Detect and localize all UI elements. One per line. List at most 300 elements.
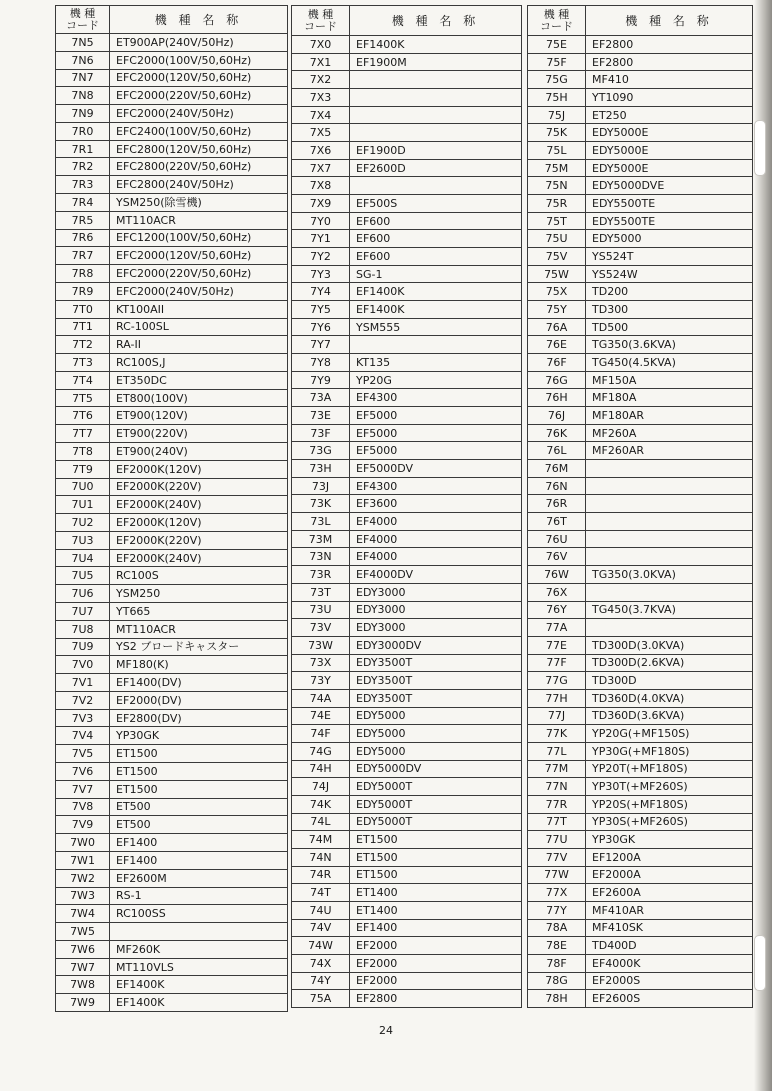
model-code-cell: 7N9 — [56, 105, 110, 123]
table-row — [292, 672, 522, 690]
model-code-cell: 7Y2 — [292, 248, 350, 266]
model-name-cell: MF180(K) — [110, 656, 288, 674]
table-row — [292, 477, 522, 495]
table-row — [292, 795, 522, 813]
model-code-cell: 78G — [528, 972, 586, 990]
table-row — [292, 513, 522, 531]
model-name-cell: EF4300 — [350, 477, 522, 495]
model-name-cell: YP30G(+MF180S) — [586, 742, 753, 760]
model-code-cell: 74J — [292, 778, 350, 796]
table-row — [56, 105, 288, 123]
model-name-cell: EF1400K — [110, 994, 288, 1012]
model-code-cell: 7T1 — [56, 318, 110, 336]
model-code-cell: 7U6 — [56, 585, 110, 603]
table-row — [292, 954, 522, 972]
table-row — [56, 194, 288, 212]
table-row — [528, 778, 753, 796]
model-name-cell: MF180A — [586, 389, 753, 407]
table-row — [292, 583, 522, 601]
model-code-cell: 77V — [528, 848, 586, 866]
table-row — [528, 354, 753, 372]
model-code-cell: 7X7 — [292, 159, 350, 177]
model-code-cell: 76V — [528, 548, 586, 566]
table-row — [292, 230, 522, 248]
model-name-cell: EF1400K — [110, 976, 288, 994]
model-code-cell: 7Y4 — [292, 283, 350, 301]
table-row — [56, 727, 288, 745]
model-code-cell: 74A — [292, 689, 350, 707]
model-code-cell: 75L — [528, 142, 586, 160]
model-name-cell: EFC2000(240V/50Hz) — [110, 282, 288, 300]
table-row — [528, 142, 753, 160]
table-row — [56, 567, 288, 585]
model-name-cell: EDY3500T — [350, 689, 522, 707]
model-table-column-1 — [55, 5, 287, 1012]
model-name-cell: TD400D — [586, 937, 753, 955]
table-row — [56, 34, 288, 52]
model-name-cell: ET500 — [110, 816, 288, 834]
model-code-cell: 7W6 — [56, 940, 110, 958]
model-code-cell: 75T — [528, 212, 586, 230]
model-name-cell: ET1500 — [350, 831, 522, 849]
model-code-cell: 77E — [528, 636, 586, 654]
model-name-cell: EDY5500TE — [586, 212, 753, 230]
table-row — [292, 530, 522, 548]
table-row — [56, 354, 288, 372]
model-name-cell: EF4000 — [350, 530, 522, 548]
table-row — [528, 265, 753, 283]
model-name-cell: EF5000 — [350, 424, 522, 442]
model-code-cell: 7R7 — [56, 247, 110, 265]
table-row — [292, 990, 522, 1008]
model-name-cell: TG350(3.6KVA) — [586, 336, 753, 354]
model-name-header: 機 種 名 称 — [110, 6, 288, 34]
model-name-cell: EF2800 — [350, 990, 522, 1008]
model-table — [527, 5, 753, 1008]
table-row — [528, 53, 753, 71]
model-code-cell: 77A — [528, 619, 586, 637]
model-name-cell: EDY5000 — [350, 707, 522, 725]
table-row — [292, 442, 522, 460]
table-row — [56, 887, 288, 905]
model-name-cell: EFC2000(240V/50Hz) — [110, 105, 288, 123]
table-row — [528, 795, 753, 813]
header-row — [292, 6, 522, 36]
table-row — [56, 549, 288, 567]
table-row — [56, 674, 288, 692]
model-code-cell: 7X9 — [292, 195, 350, 213]
model-code-cell: 7N8 — [56, 87, 110, 105]
model-name-cell: EF1200A — [586, 848, 753, 866]
model-code-cell: 75J — [528, 106, 586, 124]
table-row — [292, 548, 522, 566]
table-row — [56, 460, 288, 478]
table-row — [292, 972, 522, 990]
model-name-cell: EF600 — [350, 212, 522, 230]
model-code-cell: 7X5 — [292, 124, 350, 142]
table-row — [528, 760, 753, 778]
header-row — [56, 6, 288, 34]
model-name-cell: RC100SS — [110, 905, 288, 923]
model-code-cell: 77M — [528, 760, 586, 778]
model-code-cell: 7X3 — [292, 89, 350, 107]
model-name-cell: EF2600A — [586, 884, 753, 902]
model-code-cell: 75R — [528, 195, 586, 213]
model-code-cell: 7U5 — [56, 567, 110, 585]
model-code-cell: 76Y — [528, 601, 586, 619]
model-code-cell: 7Y3 — [292, 265, 350, 283]
table-row — [56, 585, 288, 603]
table-row — [528, 990, 753, 1008]
model-name-cell: EDY3500T — [350, 654, 522, 672]
model-name-cell: EDY5000E — [586, 124, 753, 142]
model-code-cell: 7R2 — [56, 158, 110, 176]
model-name-cell: EF5000 — [350, 442, 522, 460]
model-code-cell: 7W2 — [56, 869, 110, 887]
table-row — [56, 51, 288, 69]
table-row — [292, 142, 522, 160]
table-row — [56, 318, 288, 336]
model-name-cell: RS-1 — [110, 887, 288, 905]
table-row — [56, 656, 288, 674]
model-name-cell: ET250 — [586, 106, 753, 124]
model-name-cell: EDY5000 — [586, 230, 753, 248]
model-code-cell: 7V9 — [56, 816, 110, 834]
model-name-cell: EF4000K — [586, 954, 753, 972]
model-name-cell — [586, 513, 753, 531]
model-code-cell: 73J — [292, 477, 350, 495]
model-name-cell: YP30S(+MF260S) — [586, 813, 753, 831]
model-name-cell: EFC2800(220V/50,60Hz) — [110, 158, 288, 176]
table-row — [528, 336, 753, 354]
model-name-cell: YS2 ブロードキャスター — [110, 638, 288, 656]
model-code-cell: 76R — [528, 495, 586, 513]
model-code-cell: 7W1 — [56, 851, 110, 869]
model-code-cell: 7T7 — [56, 425, 110, 443]
model-code-cell: 76L — [528, 442, 586, 460]
model-code-header — [528, 6, 586, 36]
table-row — [528, 477, 753, 495]
model-name-cell: EDY5000DVE — [586, 177, 753, 195]
model-code-cell: 7W7 — [56, 958, 110, 976]
model-name-cell: RC-100SL — [110, 318, 288, 336]
model-table-column-3 — [527, 5, 752, 1008]
model-name-cell: EF3600 — [350, 495, 522, 513]
model-name-cell: EDY5000T — [350, 813, 522, 831]
model-code-cell: 76X — [528, 583, 586, 601]
model-code-cell: 7V6 — [56, 763, 110, 781]
model-code-cell: 7Y9 — [292, 371, 350, 389]
table-row — [292, 742, 522, 760]
model-name-cell: RA-II — [110, 336, 288, 354]
table-row — [56, 745, 288, 763]
model-name-cell: EDY5500TE — [586, 195, 753, 213]
table-row — [292, 919, 522, 937]
table-row — [528, 742, 753, 760]
model-name-cell: YT1090 — [586, 89, 753, 107]
table-row — [528, 972, 753, 990]
model-name-cell: EF2000 — [350, 937, 522, 955]
model-name-cell: YSM250 — [110, 585, 288, 603]
model-code-cell: 75H — [528, 89, 586, 107]
model-name-cell: ET900(220V) — [110, 425, 288, 443]
table-row — [292, 636, 522, 654]
model-name-cell: ET1400 — [350, 901, 522, 919]
model-code-cell: 7Y1 — [292, 230, 350, 248]
model-code-cell: 78A — [528, 919, 586, 937]
model-code-cell: 7Y7 — [292, 336, 350, 354]
model-code-cell: 74R — [292, 866, 350, 884]
model-code-cell: 7W0 — [56, 834, 110, 852]
model-code-cell: 77G — [528, 672, 586, 690]
header-row — [528, 6, 753, 36]
table-row — [56, 69, 288, 87]
model-name-cell — [586, 548, 753, 566]
table-row — [292, 371, 522, 389]
table-row — [528, 195, 753, 213]
table-row — [292, 619, 522, 637]
table-row — [56, 478, 288, 496]
model-table — [291, 5, 522, 1008]
model-name-cell: EDY3000DV — [350, 636, 522, 654]
model-name-cell — [110, 923, 288, 941]
table-row — [528, 177, 753, 195]
model-code-header-line2: コード — [66, 18, 99, 32]
table-row — [528, 566, 753, 584]
table-row — [528, 548, 753, 566]
model-name-header: 機 種 名 称 — [350, 6, 522, 36]
table-row — [56, 389, 288, 407]
model-code-cell: 75F — [528, 53, 586, 71]
model-code-cell: 7R6 — [56, 229, 110, 247]
model-code-cell: 74L — [292, 813, 350, 831]
table-row — [528, 707, 753, 725]
table-row — [528, 901, 753, 919]
model-name-cell: EF1900D — [350, 142, 522, 160]
table-row — [292, 901, 522, 919]
model-code-cell: 7R3 — [56, 176, 110, 194]
model-table-column-2 — [291, 5, 521, 1008]
model-code-cell: 76T — [528, 513, 586, 531]
table-row — [528, 212, 753, 230]
table-row — [292, 725, 522, 743]
table-row — [56, 869, 288, 887]
table-row — [56, 176, 288, 194]
model-name-cell: EF4000 — [350, 513, 522, 531]
model-code-cell: 7W3 — [56, 887, 110, 905]
table-row — [292, 265, 522, 283]
model-name-cell: YS524W — [586, 265, 753, 283]
model-code-cell: 7Y5 — [292, 301, 350, 319]
table-row — [56, 798, 288, 816]
table-row — [292, 318, 522, 336]
model-name-cell: TD500 — [586, 318, 753, 336]
model-name-cell: EFC2800(120V/50,60Hz) — [110, 140, 288, 158]
model-name-cell: YP30T(+MF260S) — [586, 778, 753, 796]
table-row — [292, 601, 522, 619]
binding-edge — [754, 0, 772, 1091]
model-code-cell: 7R4 — [56, 194, 110, 212]
model-code-header — [292, 6, 350, 36]
model-code-cell: 7T3 — [56, 354, 110, 372]
model-name-cell: ET1500 — [350, 866, 522, 884]
model-code-cell: 7X8 — [292, 177, 350, 195]
model-code-cell: 77X — [528, 884, 586, 902]
page-number: 24 — [379, 1024, 393, 1037]
model-name-cell: MF410AR — [586, 901, 753, 919]
model-name-cell — [350, 71, 522, 89]
model-code-cell: 7R1 — [56, 140, 110, 158]
model-name-cell: MF410 — [586, 71, 753, 89]
table-row — [292, 354, 522, 372]
model-name-cell: ET900(120V) — [110, 407, 288, 425]
model-name-cell: MF260K — [110, 940, 288, 958]
table-row — [528, 301, 753, 319]
model-name-cell: RC100S,J — [110, 354, 288, 372]
table-row — [56, 158, 288, 176]
table-row — [292, 813, 522, 831]
table-row — [292, 884, 522, 902]
model-name-cell: EF2000K(240V) — [110, 496, 288, 514]
table-row — [528, 230, 753, 248]
model-code-cell: 77Y — [528, 901, 586, 919]
model-code-cell: 74V — [292, 919, 350, 937]
model-name-cell: TG450(3.7KVA) — [586, 601, 753, 619]
model-code-cell: 7U9 — [56, 638, 110, 656]
table-row — [292, 195, 522, 213]
model-name-cell: MF260A — [586, 424, 753, 442]
model-name-cell: TG350(3.0KVA) — [586, 566, 753, 584]
table-row — [528, 919, 753, 937]
model-code-cell: 77W — [528, 866, 586, 884]
model-name-cell: ET1500 — [110, 763, 288, 781]
table-row — [528, 89, 753, 107]
table-row — [292, 89, 522, 107]
model-name-cell: EF1400 — [110, 834, 288, 852]
table-row — [528, 636, 753, 654]
model-code-cell: 7Y0 — [292, 212, 350, 230]
model-name-cell: EDY5000 — [350, 742, 522, 760]
table-row — [56, 994, 288, 1012]
model-name-cell: EF2800(DV) — [110, 709, 288, 727]
table-row — [56, 905, 288, 923]
model-name-cell: ET1500 — [110, 745, 288, 763]
model-code-cell: 77U — [528, 831, 586, 849]
model-name-cell: EF2600M — [110, 869, 288, 887]
model-code-cell: 7W5 — [56, 923, 110, 941]
model-code-cell: 7V3 — [56, 709, 110, 727]
model-name-cell: EDY5000 — [350, 725, 522, 743]
model-name-cell: TD360D(3.6KVA) — [586, 707, 753, 725]
table-row — [292, 566, 522, 584]
model-name-cell: RC100S — [110, 567, 288, 585]
model-name-cell: YP20T(+MF180S) — [586, 760, 753, 778]
table-row — [292, 389, 522, 407]
model-name-cell: EF4000 — [350, 548, 522, 566]
punch-hole-bottom — [754, 935, 766, 991]
model-name-cell: EDY3500T — [350, 672, 522, 690]
model-name-cell: EF5000 — [350, 407, 522, 425]
model-name-cell: EDY5000E — [586, 142, 753, 160]
table-row — [528, 106, 753, 124]
model-code-cell: 7X0 — [292, 36, 350, 54]
table-row — [292, 301, 522, 319]
model-code-cell: 73H — [292, 460, 350, 478]
model-name-cell: YT665 — [110, 603, 288, 621]
table-row — [528, 513, 753, 531]
model-name-cell: EFC1200(100V/50,60Hz) — [110, 229, 288, 247]
model-code-cell: 7U3 — [56, 531, 110, 549]
model-code-cell: 7V2 — [56, 691, 110, 709]
model-code-cell: 74M — [292, 831, 350, 849]
model-code-cell: 74Y — [292, 972, 350, 990]
table-row — [56, 940, 288, 958]
table-row — [56, 211, 288, 229]
model-name-cell: ET800(100V) — [110, 389, 288, 407]
table-row — [56, 603, 288, 621]
model-name-cell: EF2000(DV) — [110, 691, 288, 709]
table-row — [292, 407, 522, 425]
table-row — [292, 460, 522, 478]
table-row — [528, 831, 753, 849]
table-row — [528, 424, 753, 442]
model-code-cell: 75N — [528, 177, 586, 195]
model-code-cell: 73F — [292, 424, 350, 442]
table-row — [292, 106, 522, 124]
table-row — [528, 460, 753, 478]
table-row — [528, 389, 753, 407]
model-name-cell: EF2000K(220V) — [110, 478, 288, 496]
model-name-cell: EF1400 — [110, 851, 288, 869]
model-name-cell: ET350DC — [110, 371, 288, 389]
table-row — [292, 212, 522, 230]
model-code-cell: 7V7 — [56, 780, 110, 798]
table-row — [56, 851, 288, 869]
model-name-cell: MF260AR — [586, 442, 753, 460]
model-code-cell: 7T4 — [56, 371, 110, 389]
model-name-cell: TD300D(2.6KVA) — [586, 654, 753, 672]
model-code-cell: 7X1 — [292, 53, 350, 71]
model-name-cell: EF2000K(120V) — [110, 460, 288, 478]
model-name-cell: EFC2400(100V/50,60Hz) — [110, 122, 288, 140]
model-code-cell: 73E — [292, 407, 350, 425]
model-code-cell: 74G — [292, 742, 350, 760]
table-row — [292, 71, 522, 89]
model-name-cell: EDY3000 — [350, 601, 522, 619]
model-code-cell: 74T — [292, 884, 350, 902]
model-name-cell — [586, 495, 753, 513]
table-row — [56, 531, 288, 549]
model-name-cell: TD360D(4.0KVA) — [586, 689, 753, 707]
model-name-cell: EF500S — [350, 195, 522, 213]
model-code-cell: 74W — [292, 937, 350, 955]
model-code-cell: 7N5 — [56, 34, 110, 52]
model-code-cell: 7W4 — [56, 905, 110, 923]
model-name-cell: EDY5000T — [350, 778, 522, 796]
model-name-cell: EFC2000(220V/50,60Hz) — [110, 87, 288, 105]
model-name-cell: YSM250(除雪機) — [110, 194, 288, 212]
table-row — [528, 36, 753, 54]
model-name-cell: EFC2000(120V/50,60Hz) — [110, 69, 288, 87]
model-name-cell: EFC2800(240V/50Hz) — [110, 176, 288, 194]
model-name-cell: EF2600D — [350, 159, 522, 177]
model-code-cell: 76J — [528, 407, 586, 425]
model-code-cell: 75G — [528, 71, 586, 89]
model-name-cell — [350, 336, 522, 354]
model-code-cell: 73L — [292, 513, 350, 531]
table-row — [292, 654, 522, 672]
model-name-cell: ET900(240V) — [110, 442, 288, 460]
